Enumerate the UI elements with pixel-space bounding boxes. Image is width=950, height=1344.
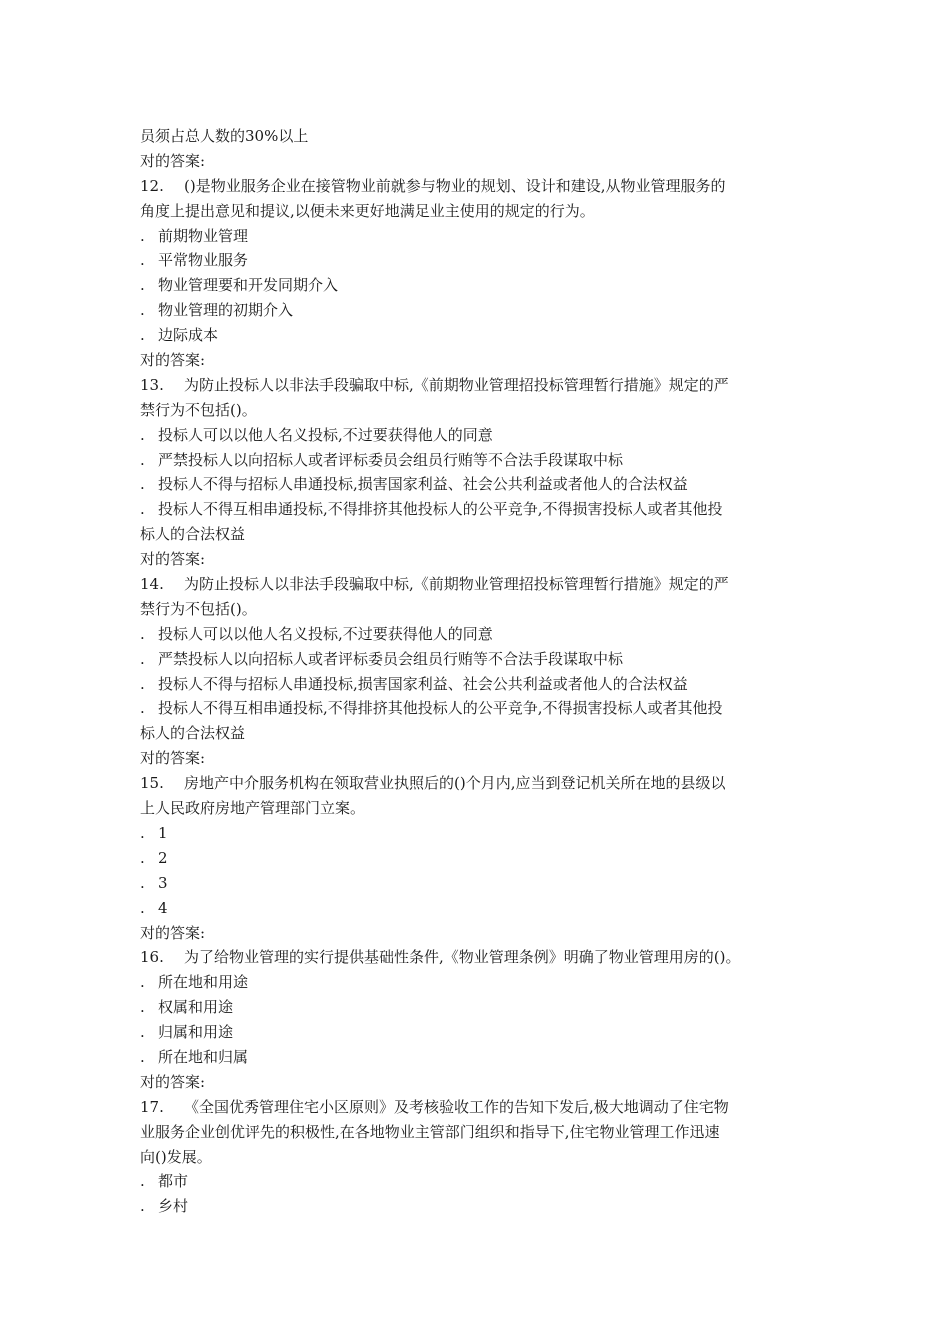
option-marker: . — [140, 475, 145, 494]
option-item — [140, 1020, 820, 1045]
option-marker: . — [140, 973, 145, 992]
option-text: 归属和用途 — [158, 1023, 234, 1042]
option-marker: . — [140, 1023, 145, 1042]
question-stem-continued — [140, 199, 820, 224]
option-marker: . — [140, 649, 145, 668]
answer-label: 对的答案: — [140, 550, 206, 569]
question-stem — [140, 945, 820, 970]
question-text: 为防止投标人以非法手段骗取中标,《前期物业管理招投标管理暂行措施》规定的严 — [184, 575, 729, 594]
option-item — [140, 846, 820, 871]
option-item — [140, 1194, 820, 1219]
option-marker: . — [140, 500, 145, 519]
option-item — [140, 472, 820, 497]
option-text: 1 — [158, 823, 168, 842]
option-marker: . — [140, 674, 145, 693]
question-text: 为了给物业管理的实行提供基础性条件,《物业管理条例》明确了物业管理用房的()。 — [184, 948, 741, 967]
option-marker: . — [140, 848, 145, 867]
option-marker: . — [140, 998, 145, 1017]
question-text: 《全国优秀管理住宅小区原则》及考核验收工作的告知下发后,极大地调动了住宅物 — [184, 1097, 729, 1116]
option-item — [140, 273, 820, 298]
option-marker: . — [140, 226, 145, 245]
option-marker: . — [140, 898, 145, 917]
option-text: 投标人可以以他人名义投标,不过要获得他人的同意 — [158, 425, 493, 444]
question-stem — [140, 572, 820, 597]
question-text: ()是物业服务企业在接管物业前就参与物业的规划、设计和建设,从物业管理服务的 — [184, 176, 726, 195]
question-list — [140, 174, 820, 1219]
option-marker: . — [140, 425, 145, 444]
option-marker: . — [140, 624, 145, 643]
question-block — [140, 1095, 820, 1219]
question-text: 角度上提出意见和提议,以便未来更好地满足业主使用的规定的行为。 — [140, 201, 595, 220]
answer-label: 对的答案: — [140, 1072, 206, 1091]
option-text: 物业管理要和开发同期介入 — [158, 276, 339, 295]
option-marker: . — [140, 873, 145, 892]
option-item — [140, 298, 820, 323]
question-stem-continued — [140, 1145, 820, 1170]
question-text: 禁行为不包括()。 — [140, 400, 257, 419]
option-marker: . — [140, 301, 145, 320]
option-text: 2 — [158, 848, 168, 867]
option-text: 所在地和归属 — [158, 1047, 249, 1066]
question-block — [140, 373, 820, 572]
option-item — [140, 1045, 820, 1070]
option-item — [140, 995, 820, 1020]
option-item — [140, 1169, 820, 1194]
question-block — [140, 572, 820, 771]
option-marker: . — [140, 1172, 145, 1191]
option-text: 投标人不得互相串通投标,不得排挤其他投标人的公平竞争,不得损害投标人或者其他投 — [158, 699, 723, 718]
answer-label: 对的答案: — [140, 151, 206, 170]
top-continuation: 员须占总人数的30%以上 — [140, 127, 309, 145]
option-marker: . — [140, 1047, 145, 1066]
option-item — [140, 821, 820, 846]
question-text: 房地产中介服务机构在领取营业执照后的()个月内,应当到登记机关所在地的县级以 — [184, 774, 726, 793]
question-number: 17. — [140, 1097, 164, 1116]
question-text: 禁行为不包括()。 — [140, 599, 257, 618]
option-text: 严禁投标人以向招标人或者评标委员会组员行贿等不合法手段谋取中标 — [158, 649, 624, 668]
question-stem — [140, 1095, 820, 1120]
option-item — [140, 423, 820, 448]
answer-label: 对的答案: — [140, 351, 206, 370]
option-text: 权属和用途 — [158, 998, 234, 1017]
question-number: 12. — [140, 176, 164, 195]
option-item — [140, 622, 820, 647]
document-page — [140, 124, 820, 1219]
question-text: 上人民政府房地产管理部门立案。 — [140, 799, 366, 818]
question-number: 15. — [140, 774, 164, 793]
option-text: 严禁投标人以向招标人或者评标委员会组员行贿等不合法手段谋取中标 — [158, 450, 624, 469]
question-text: 为防止投标人以非法手段骗取中标,《前期物业管理招投标管理暂行措施》规定的严 — [184, 375, 729, 394]
option-marker: . — [140, 450, 145, 469]
question-block — [140, 174, 820, 373]
question-text: 向()发展。 — [140, 1147, 212, 1166]
option-item — [140, 248, 820, 273]
option-text: 乡村 — [158, 1197, 189, 1216]
option-item — [140, 647, 820, 672]
option-item — [140, 497, 820, 522]
option-text: 都市 — [158, 1172, 189, 1191]
question-stem-continued — [140, 796, 820, 821]
option-text: 3 — [158, 873, 168, 892]
option-text: 4 — [158, 898, 168, 917]
question-stem — [140, 174, 820, 199]
question-stem-continued — [140, 398, 820, 423]
option-item — [140, 448, 820, 473]
option-item-continued — [140, 721, 820, 746]
question-stem-continued — [140, 1120, 820, 1145]
option-marker: . — [140, 1197, 145, 1216]
option-text: 物业管理的初期介入 — [158, 301, 294, 320]
option-marker: . — [140, 251, 145, 270]
question-number: 16. — [140, 948, 164, 967]
question-block — [140, 771, 820, 945]
option-text: 所在地和用途 — [158, 973, 249, 992]
option-item — [140, 871, 820, 896]
option-item — [140, 970, 820, 995]
question-block — [140, 945, 820, 1094]
option-item — [140, 896, 820, 921]
question-stem — [140, 373, 820, 398]
option-marker: . — [140, 823, 145, 842]
option-text: 投标人可以以他人名义投标,不过要获得他人的同意 — [158, 624, 493, 643]
option-item — [140, 672, 820, 697]
option-text: 标人的合法权益 — [140, 525, 246, 544]
option-text: 投标人不得与招标人串通投标,损害国家利益、社会公共利益或者他人的合法权益 — [158, 674, 688, 693]
option-text: 边际成本 — [158, 326, 219, 345]
option-text: 前期物业管理 — [158, 226, 249, 245]
option-marker: . — [140, 326, 145, 345]
option-marker: . — [140, 276, 145, 295]
question-text: 业服务企业创优评先的积极性,在各地物业主管部门组织和指导下,住宅物业管理工作迅速 — [140, 1122, 720, 1141]
answer-label: 对的答案: — [140, 923, 206, 942]
option-item-continued — [140, 522, 820, 547]
option-text: 标人的合法权益 — [140, 724, 246, 743]
option-item — [140, 224, 820, 249]
option-text: 平常物业服务 — [158, 251, 249, 270]
question-number: 14. — [140, 575, 164, 594]
answer-label: 对的答案: — [140, 749, 206, 768]
question-stem-continued — [140, 597, 820, 622]
option-item — [140, 696, 820, 721]
option-item — [140, 323, 820, 348]
question-stem — [140, 771, 820, 796]
option-marker: . — [140, 699, 145, 718]
question-number: 13. — [140, 375, 164, 394]
option-text: 投标人不得与招标人串通投标,损害国家利益、社会公共利益或者他人的合法权益 — [158, 475, 688, 494]
option-text: 投标人不得互相串通投标,不得排挤其他投标人的公平竞争,不得损害投标人或者其他投 — [158, 500, 723, 519]
